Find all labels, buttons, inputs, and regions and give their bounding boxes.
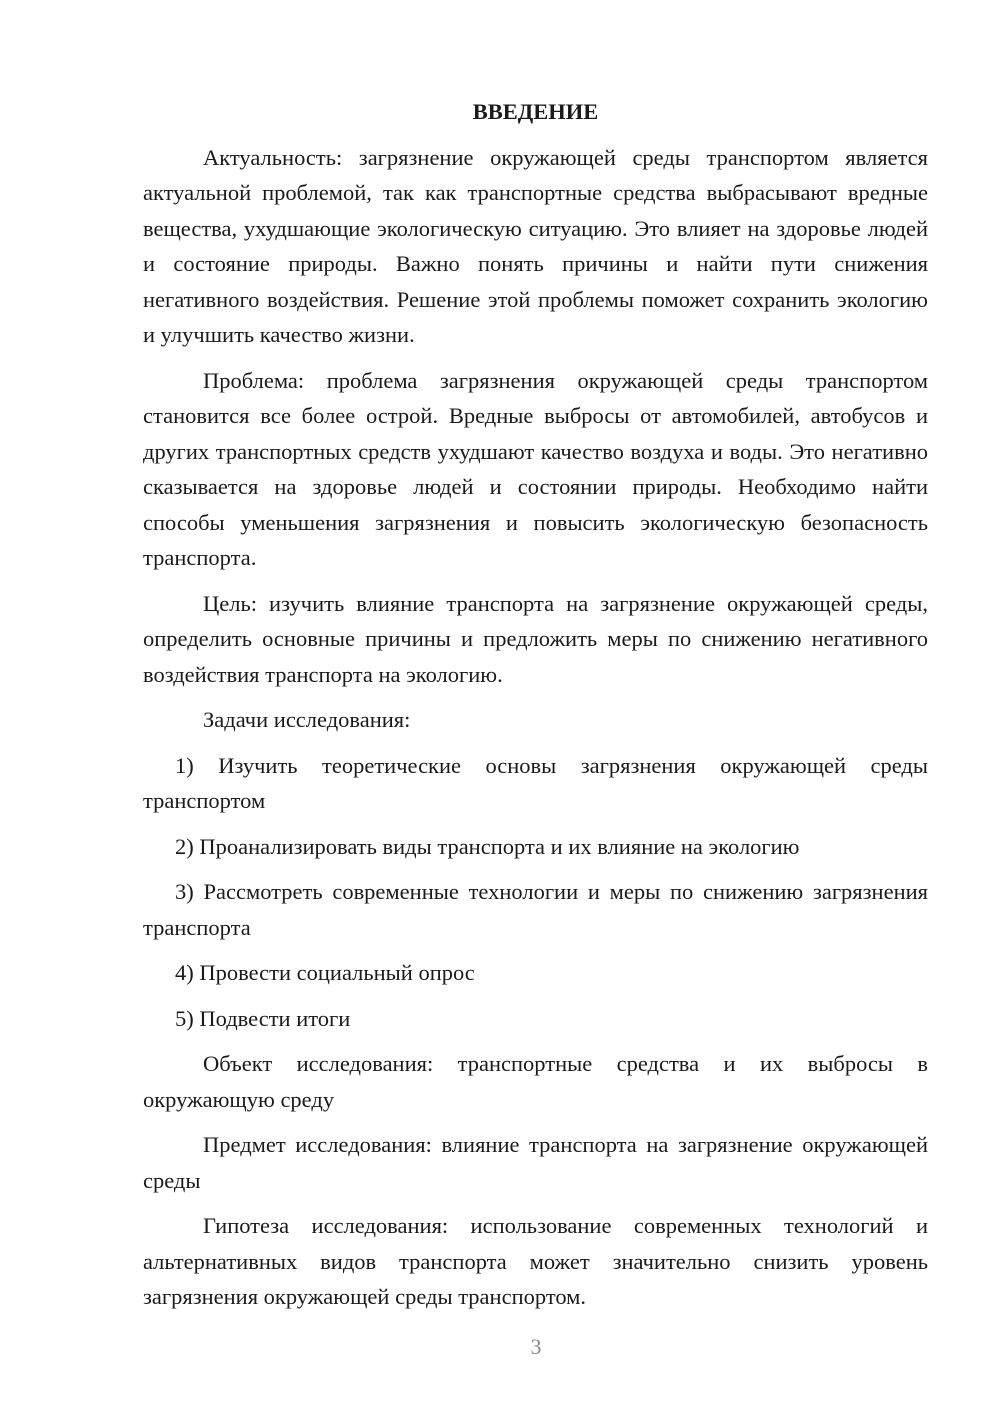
list-item: 2) Проанализировать виды транспорта и их влияние на экологию: [175, 833, 800, 859]
list-item: 5) Подвести итоги: [175, 1005, 351, 1031]
tasks-heading: Задачи исследования:: [203, 707, 411, 732]
tasks-list: [143, 748, 928, 1037]
problem-paragraph: Проблема: проблема загрязнения окружающей среды транспортом становится все более острой. Вредные выбросы от автомобилей, автобусов и других транспортных средств ухудшают качество воздуха и воды. Это негативно сказывается на здоровье людей и состоянии природы. Необходимо найти способы уменьшения загрязнения и повысить экологическую безопасность транспорта.: [143, 367, 928, 570]
relevance-paragraph: Актуальность: загрязнение окружающей среды транспортом является актуальной проблемой, так как транспортные средства выбрасывают вредные вещества, ухудшающие экологическую ситуацию. Это влияет на здоровье людей и состояние природы. Важно понять причины и найти пути снижения негативного воздействия. Решение этой проблемы поможет сохранить экологию и улучшить качество жизни.: [143, 144, 928, 347]
page-title: ВВЕДЕНИЕ: [472, 99, 599, 124]
list-item: 4) Провести социальный опрос: [175, 960, 475, 985]
list-item: 3) Рассмотреть современные технологии и меры по снижению загрязнения транспорта: [143, 879, 928, 940]
hypothesis-paragraph: Гипотеза исследования: использование современных технологий и альтернативных видов транспорта может значительно снизить уровень загрязнения окружающей среды транспортом.: [143, 1213, 928, 1309]
page-number: 3: [530, 1334, 542, 1359]
list-item: 1) Изучить теоретические основы загрязнения окружающей среды транспортом: [143, 752, 928, 813]
subject-paragraph: Предмет исследования: влияние транспорта на загрязнение окружающей среды: [143, 1132, 928, 1193]
goal-paragraph: Цель: изучить влияние транспорта на загрязнение окружающей среды, определить основные причины и предложить меры по снижению негативного воздействия транспорта на экологию.: [143, 590, 928, 687]
object-paragraph: Объект исследования: транспортные средства и их выбросы в окружающую среду: [143, 1051, 928, 1112]
document-body: [143, 94, 928, 1325]
